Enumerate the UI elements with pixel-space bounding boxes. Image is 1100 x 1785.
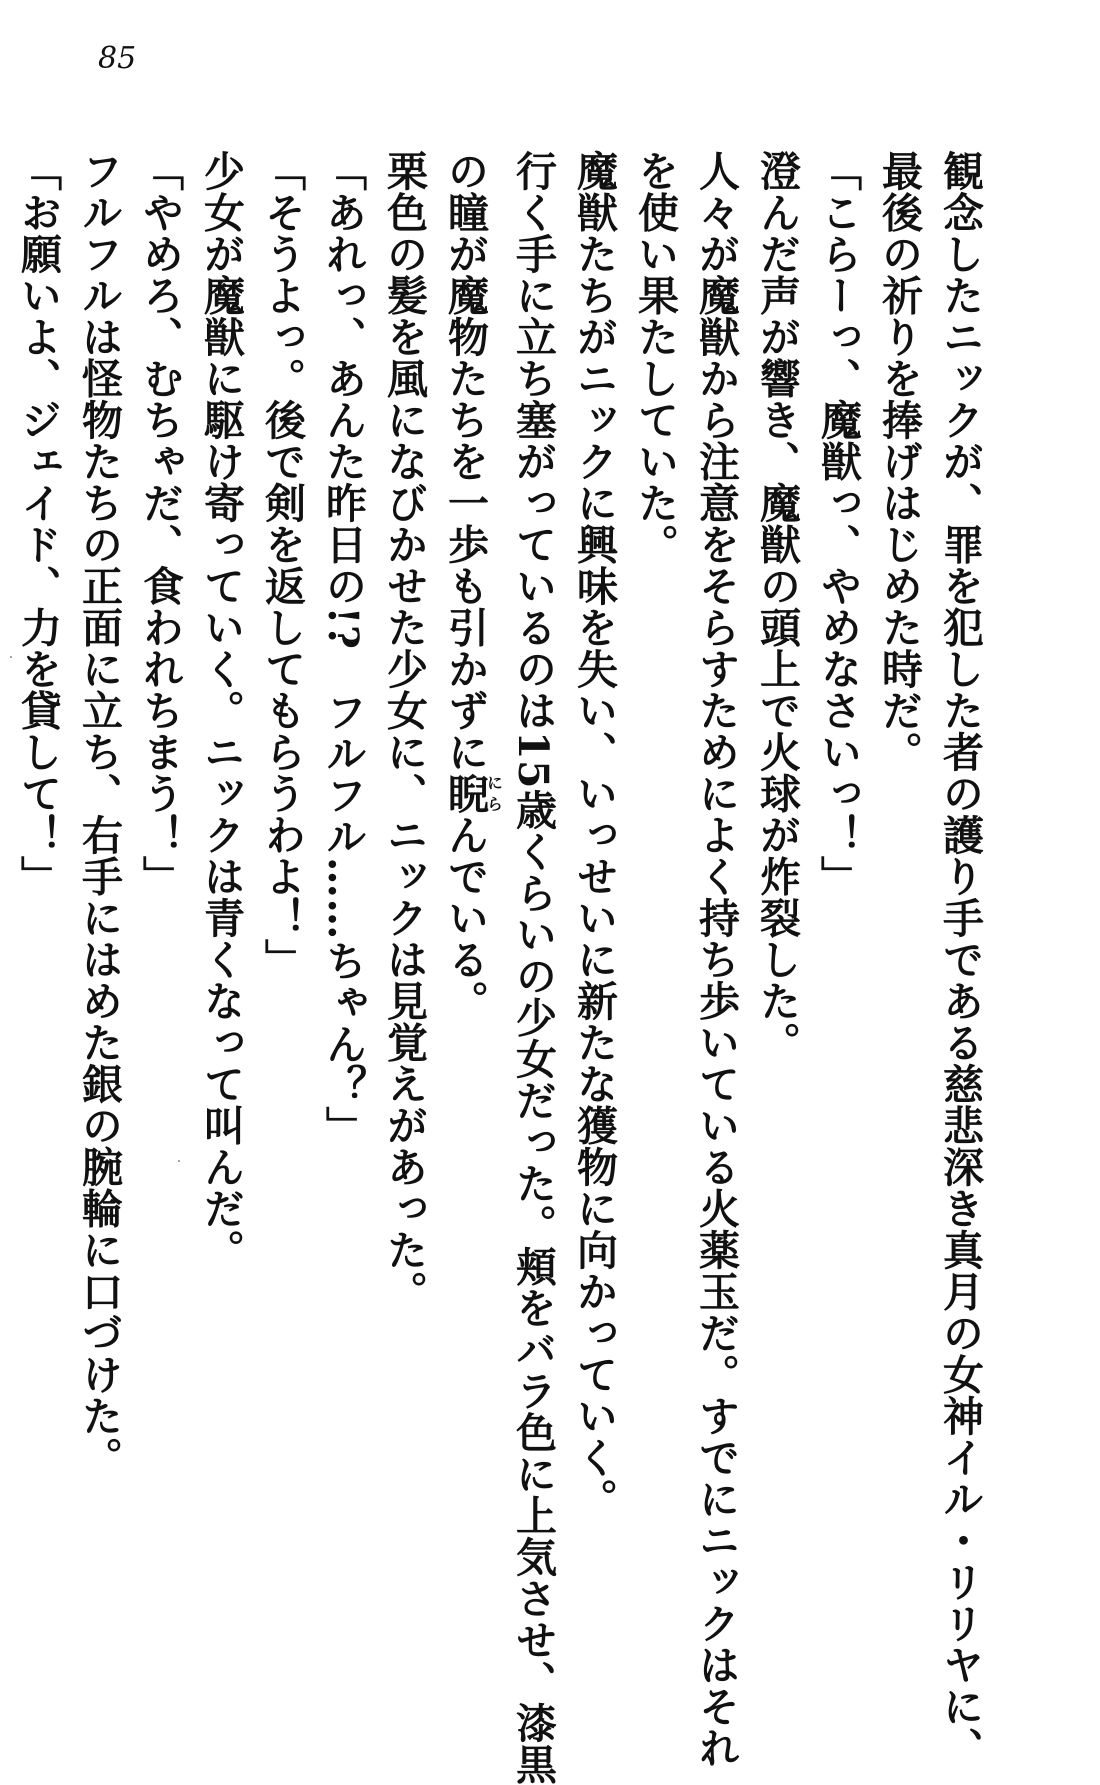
vertical-text-block	[7, 150, 990, 1785]
text-line: 人々が魔獣から注意をそらすためによく持ち歩いている火薬玉だ。すでにニックはそれ	[692, 150, 740, 1769]
text-line: フルフルは怪物たちの正面に立ち、右手にはめた銀の腕輪に口づけた。	[75, 150, 123, 1478]
text-line-with-ruby: の瞳が魔物たちを一歩も引かずに睨にらんでいる。	[441, 150, 504, 1022]
text-line: 行く手に立ち塞がっているのは15歳くらいの少女だった。頬をバラ色に上気させ、漆黒	[509, 150, 557, 1785]
page-number: 85	[98, 41, 137, 76]
text-line: 最後の祈りを捧げはじめた時だ。	[875, 150, 923, 773]
text-line: 「あれっ、あんた昨日の!? フルフル……ちゃん？」	[319, 150, 367, 1148]
text-line: 魔獣たちがニックに興味を失い、いっせいに新たな獲物に向かっていく。	[570, 150, 618, 1520]
scan-speck	[178, 1160, 180, 1162]
text-line: を使い果たしていた。	[631, 150, 679, 565]
text-line: 「そうよっ。後で剣を返してもらうわよ！」	[258, 150, 306, 980]
text-line: 少女が魔獣に駆け寄っていく。ニックは青くなって叫んだ。	[197, 150, 245, 1271]
text-line: 「こらーっ、魔獣っ、やめなさいっ！」	[814, 150, 862, 897]
text-line: 「お願いよ、ジェイド、力を貸して！」	[14, 150, 62, 897]
ruby-annotation: 睨にら	[441, 772, 504, 814]
text-line: 栗色の髪を風になびかせた少女に、ニックは見覚えがあった。	[380, 150, 428, 1312]
text-line: 「やめろ、むちゃだ、食われちまう！」	[136, 150, 184, 897]
scan-speck	[10, 656, 12, 658]
ruby-reading: にら	[484, 772, 504, 814]
text-line: 観念したニックが、罪を犯した者の護り手である慈悲深き真月の女神イル・リリヤに、	[936, 150, 984, 1769]
text-line: 澄んだ声が響き、魔獣の頭上で火球が炸裂した。	[753, 150, 801, 1063]
